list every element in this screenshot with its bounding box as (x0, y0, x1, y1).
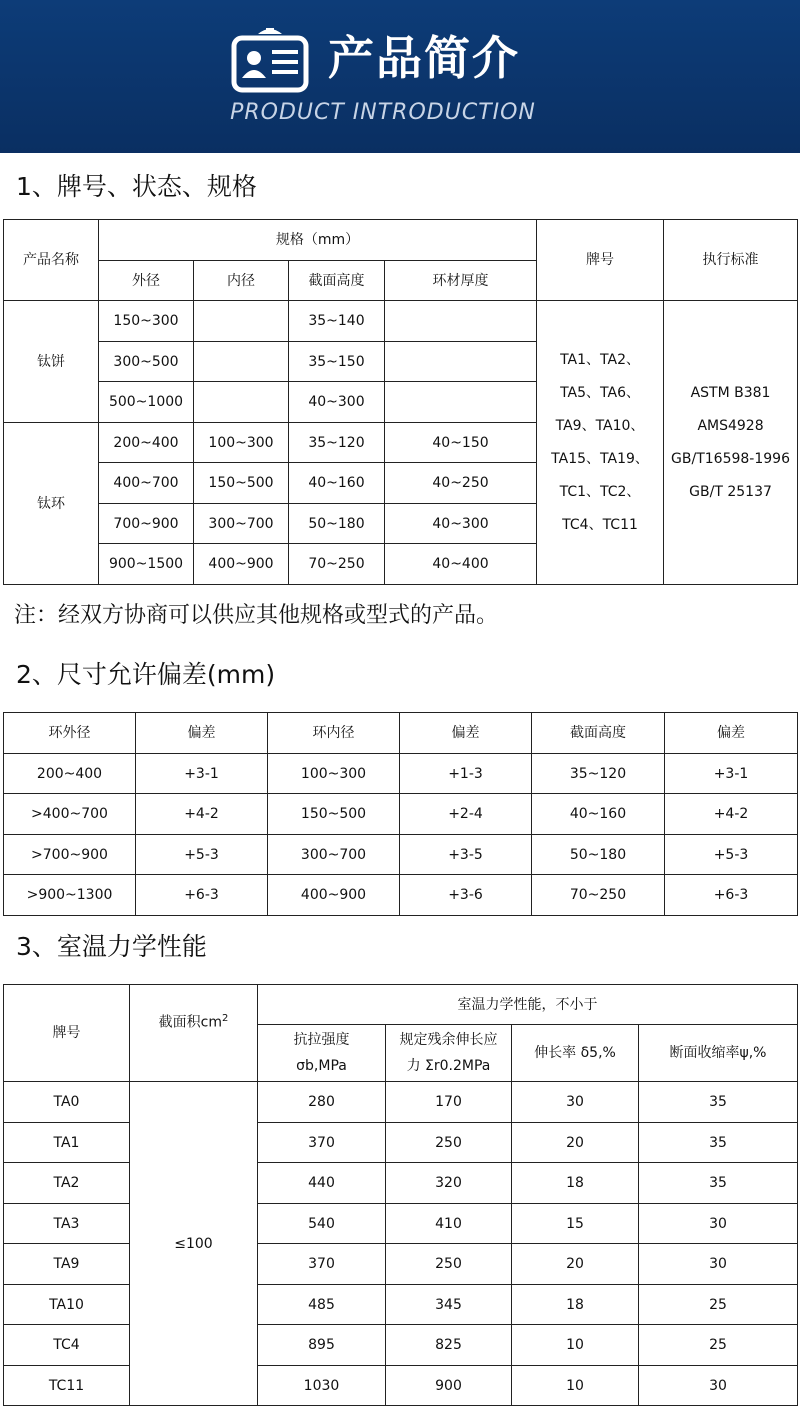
cell: 35 (639, 1123, 798, 1163)
cell: 100~300 (194, 423, 289, 463)
header-banner (0, 0, 800, 153)
cell: +2-4 (400, 794, 532, 835)
cell: 30 (639, 1204, 798, 1244)
cell: 20 (512, 1123, 639, 1163)
cell: 50~180 (532, 835, 665, 875)
cell: TA0 (4, 1082, 130, 1123)
cell: +5-3 (665, 835, 798, 875)
table-row (4, 1285, 798, 1325)
cell: 40~250 (385, 463, 537, 504)
cell: 250 (386, 1244, 512, 1285)
cell: 18 (512, 1163, 639, 1204)
cell: 35~150 (289, 342, 385, 382)
col-thickness: 环材厚度 (385, 261, 537, 301)
cell: TA2 (4, 1163, 130, 1204)
cell: 30 (512, 1082, 639, 1123)
banner-subtitle: PRODUCT INTRODUCTION (230, 100, 536, 125)
table-row (4, 1325, 798, 1366)
cell: 300~700 (268, 835, 400, 875)
cell: 280 (258, 1082, 386, 1123)
cell: >400~700 (4, 794, 136, 835)
cell: 200~400 (99, 423, 194, 463)
cell: +6-3 (136, 875, 268, 916)
col-reduction: 断面收缩率ψ,% (639, 1025, 798, 1082)
cell: TA9 (4, 1244, 130, 1285)
cell: 400~900 (194, 544, 289, 585)
col-product-name: 产品名称 (4, 220, 99, 301)
cell (385, 301, 537, 342)
cell: 35 (639, 1082, 798, 1123)
cell: 40~150 (385, 423, 537, 463)
cell: 150~300 (99, 301, 194, 342)
table-row (4, 794, 798, 835)
spec-table (3, 219, 798, 585)
cell: 40~160 (289, 463, 385, 504)
cell: 900~1500 (99, 544, 194, 585)
cell: 825 (386, 1325, 512, 1366)
col-od: 外径 (99, 261, 194, 301)
cell: 320 (386, 1163, 512, 1204)
product-name-cell: 钛环 (4, 423, 99, 585)
cell: 70~250 (289, 544, 385, 585)
id-badge-icon (230, 20, 310, 100)
banner-title: 产品简介 (328, 31, 520, 85)
cell: 895 (258, 1325, 386, 1366)
table-row (4, 1082, 798, 1123)
col-group: 室温力学性能，不小于 (258, 985, 798, 1025)
cell: >900~1300 (4, 875, 136, 916)
cell: 1030 (258, 1366, 386, 1406)
cell: TC11 (4, 1366, 130, 1406)
cell: 100~300 (268, 754, 400, 794)
cell (194, 382, 289, 423)
cell: 400~900 (268, 875, 400, 916)
col-header: 偏差 (400, 713, 532, 754)
standards-cell: ASTM B381 AMS4928 GB/T16598-1996 GB/T 25137 (664, 301, 798, 585)
cell: >700~900 (4, 835, 136, 875)
cell: 345 (386, 1285, 512, 1325)
col-yield: 规定残余伸长应 力 Σr0.2MPa (386, 1025, 512, 1082)
cell: +3-1 (665, 754, 798, 794)
cell: 440 (258, 1163, 386, 1204)
note-text: 注：经双方协商可以供应其他规格或型式的产品。 (14, 603, 499, 628)
grades-cell: TA1、TA2、 TA5、TA6、 TA9、TA10、 TA15、TA19、 TC1、TC2、 TC4、TC11 (537, 301, 664, 585)
cell: +1-3 (400, 754, 532, 794)
cell: 410 (386, 1204, 512, 1244)
cell: 20 (512, 1244, 639, 1285)
col-grade: 牌号 (537, 220, 664, 301)
table-row (4, 1204, 798, 1244)
cell: TA3 (4, 1204, 130, 1244)
col-spec: 规格（mm） (99, 220, 537, 261)
cell (194, 342, 289, 382)
table-row (4, 1366, 798, 1406)
section2-heading: 2、尺寸允许偏差(mm) (16, 660, 276, 689)
cell: +3-6 (400, 875, 532, 916)
col-height: 截面高度 (289, 261, 385, 301)
cell: 300~500 (99, 342, 194, 382)
cell: 40~160 (532, 794, 665, 835)
cell (194, 301, 289, 342)
cell: 35~120 (289, 423, 385, 463)
cell: 485 (258, 1285, 386, 1325)
cell: 200~400 (4, 754, 136, 794)
cell: 10 (512, 1366, 639, 1406)
cell: 10 (512, 1325, 639, 1366)
area-value-cell: ≤100 (130, 1082, 258, 1406)
cell: 25 (639, 1325, 798, 1366)
cell: 900 (386, 1366, 512, 1406)
col-elongation: 伸长率 δ5,% (512, 1025, 639, 1082)
col-tensile: 抗拉强度 σb,MPa (258, 1025, 386, 1082)
cell: TA10 (4, 1285, 130, 1325)
product-name-cell: 钛饼 (4, 301, 99, 423)
cell: +5-3 (136, 835, 268, 875)
cell: 35~120 (532, 754, 665, 794)
cell: 370 (258, 1123, 386, 1163)
cell: 500~1000 (99, 382, 194, 423)
cell: 370 (258, 1244, 386, 1285)
col-header: 偏差 (136, 713, 268, 754)
cell: 25 (639, 1285, 798, 1325)
cell: 35 (639, 1163, 798, 1204)
cell: +6-3 (665, 875, 798, 916)
cell: TC4 (4, 1325, 130, 1366)
table-row (4, 1123, 798, 1163)
table-row (4, 1244, 798, 1285)
cell: TA1 (4, 1123, 130, 1163)
cell: 30 (639, 1244, 798, 1285)
cell: 170 (386, 1082, 512, 1123)
cell: 400~700 (99, 463, 194, 504)
cell: 35~140 (289, 301, 385, 342)
table-row (4, 835, 798, 875)
col-header: 环内径 (268, 713, 400, 754)
col-area: 截面积$cm^2$ (130, 985, 258, 1082)
table-row (4, 754, 798, 794)
cell: 30 (639, 1366, 798, 1406)
table-row (4, 301, 798, 342)
section3-heading: 3、室温力学性能 (16, 932, 207, 961)
section1-heading: 1、牌号、状态、规格 (16, 172, 257, 201)
table-row (4, 875, 798, 916)
cell: 700~900 (99, 504, 194, 544)
col-grade: 牌号 (4, 985, 130, 1082)
col-header: 环外径 (4, 713, 136, 754)
cell: 40~400 (385, 544, 537, 585)
col-header: 截面高度 (532, 713, 665, 754)
cell: +3-1 (136, 754, 268, 794)
cell: 15 (512, 1204, 639, 1244)
cell: 540 (258, 1204, 386, 1244)
col-standard: 执行标准 (664, 220, 798, 301)
cell (385, 342, 537, 382)
cell: 40~300 (385, 504, 537, 544)
cell: +4-2 (665, 794, 798, 835)
cell: 50~180 (289, 504, 385, 544)
cell: 300~700 (194, 504, 289, 544)
table-row (4, 1163, 798, 1204)
cell: 150~500 (194, 463, 289, 504)
cell: 150~500 (268, 794, 400, 835)
cell: 70~250 (532, 875, 665, 916)
mechanical-table (3, 984, 798, 1406)
cell: +3-5 (400, 835, 532, 875)
tolerance-table (3, 712, 798, 916)
cell: 250 (386, 1123, 512, 1163)
col-header: 偏差 (665, 713, 798, 754)
col-id: 内径 (194, 261, 289, 301)
cell (385, 382, 537, 423)
cell: 40~300 (289, 382, 385, 423)
cell: 18 (512, 1285, 639, 1325)
cell: +4-2 (136, 794, 268, 835)
